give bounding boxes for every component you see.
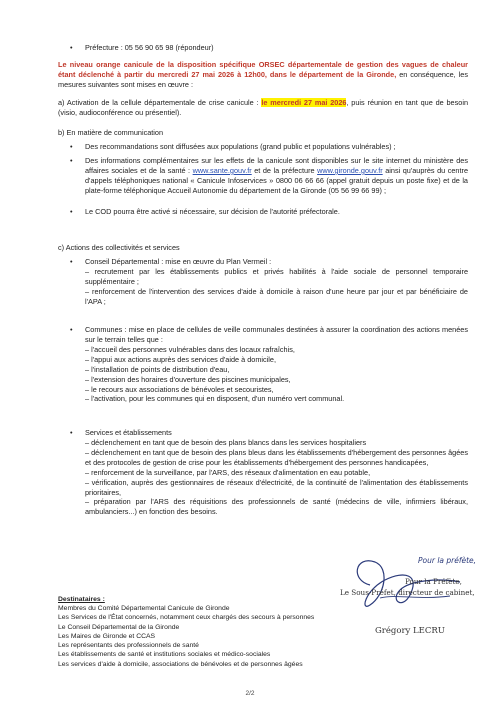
bullet-marker: • [70, 325, 73, 334]
recipient-item: Les Maires de Gironde et CCAS [58, 632, 156, 640]
recipient-item: Les Services de l'État concernés, notamment ceux chargés des secours à personnes [58, 614, 315, 622]
recipient-item: Les représentants des professionnels de santé [58, 642, 199, 650]
cd-item: – renforcement de l'intervention des services d'aide à domicile à raison d'une heure par jour et par bénéficiaire de l'APA ; [85, 286, 468, 306]
communication-bullet-3: Le COD pourra être activé si nécessaire, sur décision de l'autorité préfectorale. [85, 207, 340, 216]
services-item: – vérification, auprès des gestionnaires de réseaux d'électricité, de la continuité de l'alimentation des établissements prioritaires, [85, 477, 468, 497]
section-c-title: c) Actions des collectivités et services [58, 243, 180, 252]
communes-item: – l'appui aux actions auprès des services d'aide à domicile, [85, 354, 276, 364]
signature-line-1: Pour la Préfète, [405, 577, 462, 586]
bullet-marker: • [70, 257, 73, 266]
communication-bullet-2-text-c: ainsi qu'auprès du centre d'appels téléphoniques national « Canicule Infoservices » 0800 06 66 66 (appel gratuit depuis un poste fixe) et de la plate-forme téléphonique Accueil Autonomie du département de la Gironde (05 56 99 66 99) ; [85, 165, 469, 195]
prefecture-phone-line: Préfecture : 05 56 90 65 98 (répondeur) [85, 43, 214, 52]
conseil-departemental-block [85, 257, 468, 307]
communes-item: – l'extension des horaires d'ouverture des piscines municipales, [85, 374, 291, 384]
services-item: – préparation par l'ARS des réquisitions des professionnels de santé (médecins de ville, infirmiers libéraux, ambulanciers...) en fonction des besoins. [85, 497, 468, 517]
services-item: – déclenchement en tant que de besoin des plans blancs dans les services hospitaliers [85, 437, 367, 447]
services-block [85, 428, 468, 517]
bullet-marker: • [70, 428, 73, 437]
communication-bullet-2-text-a: Des informations complémentaires sur les effets de la canicule sont disponibles sur le site internet du ministère des affaires sociales et de la santé : [85, 156, 468, 175]
bullet-marker: • [70, 43, 73, 52]
section-a-prefix: a) Activation de la cellule départementale de crise canicule : [58, 98, 262, 107]
communes-item: – l'accueil des personnes vulnérables dans des locaux rafraîchis, [85, 344, 295, 354]
communes-item: – l'installation de points de distribution d'eau, [85, 364, 230, 374]
signature-handwritten-note: Pour la préfète, [418, 556, 477, 565]
services-item: – renforcement de la surveillance, par l'ARS, des réseaux d'alimentation en eau potable, [85, 467, 371, 477]
conseil-departemental-title: Conseil Départemental : mise en œuvre du Plan Vermeil : [85, 257, 272, 266]
recipient-item: Les services d'aide à domicile, associations de bénévoles et de personnes âgées [58, 660, 303, 668]
gironde-gouv-link[interactable]: www.gironde.gouv.fr [317, 165, 383, 175]
bullet-marker: • [70, 142, 73, 151]
bullet-marker: • [70, 156, 73, 165]
recipients-block [58, 595, 358, 669]
cd-item: – recrutement par les établissements publics et privés habilités à l'aide sociale de personnel temporaire supplémentaire ; [85, 266, 468, 286]
sante-gouv-link[interactable]: www.sante.gouv.fr [192, 165, 252, 175]
communes-title: Communes : mise en place de cellules de veille communales destinées à assurer la coordination des actions menées sur le terrain telles que : [85, 325, 468, 344]
bullet-marker: • [70, 207, 73, 216]
alert-paragraph [58, 60, 468, 90]
recipient-item: Membres du Comité Départemental Canicule de Gironde [58, 605, 230, 613]
signatory-name: Grégory LECRU [375, 626, 445, 636]
communes-block [85, 325, 468, 404]
communication-bullet-1: Des recommandations sont diffusées aux populations (grand public et populations vulnérables) ; [85, 142, 396, 151]
alert-consequence: en conséquence, les mesures suivantes sont mises en œuvre : [58, 69, 468, 89]
page-number: 2/2 [245, 690, 255, 697]
communication-bullet-2-text-b: et de la préfecture [251, 165, 318, 175]
section-a [58, 98, 468, 118]
recipients-title: Destinataires : [58, 596, 105, 603]
section-a-date-highlight: le mercredi 27 mai 2026 [261, 98, 347, 107]
alert-statement: Le niveau orange canicule de la disposition spécifique ORSEC départementale de gestion des vagues de chaleur étant déclenché à partir du mercredi 27 mai 2026 à 12h00, dans le département de la Gironde, [58, 60, 468, 79]
communes-item: – l'activation, pour les communes qui en disposent, d'un numéro vert communal. [85, 394, 345, 404]
recipient-item: Le Conseil Départemental de la Gironde [58, 623, 180, 631]
communication-bullet-2 [85, 156, 468, 196]
services-item: – déclenchement en tant que de besoin des plans bleus dans les établissements d'hébergement des personnes âgées et des protocoles de gestion de crise pour les établissements d'hébergement des personnes handicapées, [85, 447, 468, 467]
signature-line-2: Le Sous-Préfet, directeur de cabinet, [340, 588, 475, 597]
section-b-title: b) En matière de communication [58, 128, 164, 137]
section-a-suffix: , puis réunion en tant que de besoin (visio, audioconférence ou présentiel). [58, 98, 468, 117]
recipient-item: Les établissements de santé et institutions sociales et médico-sociales [58, 651, 271, 659]
services-title: Services et établissements [85, 428, 172, 437]
communes-item: – le recours aux associations de bénévoles et secouristes, [85, 384, 274, 394]
